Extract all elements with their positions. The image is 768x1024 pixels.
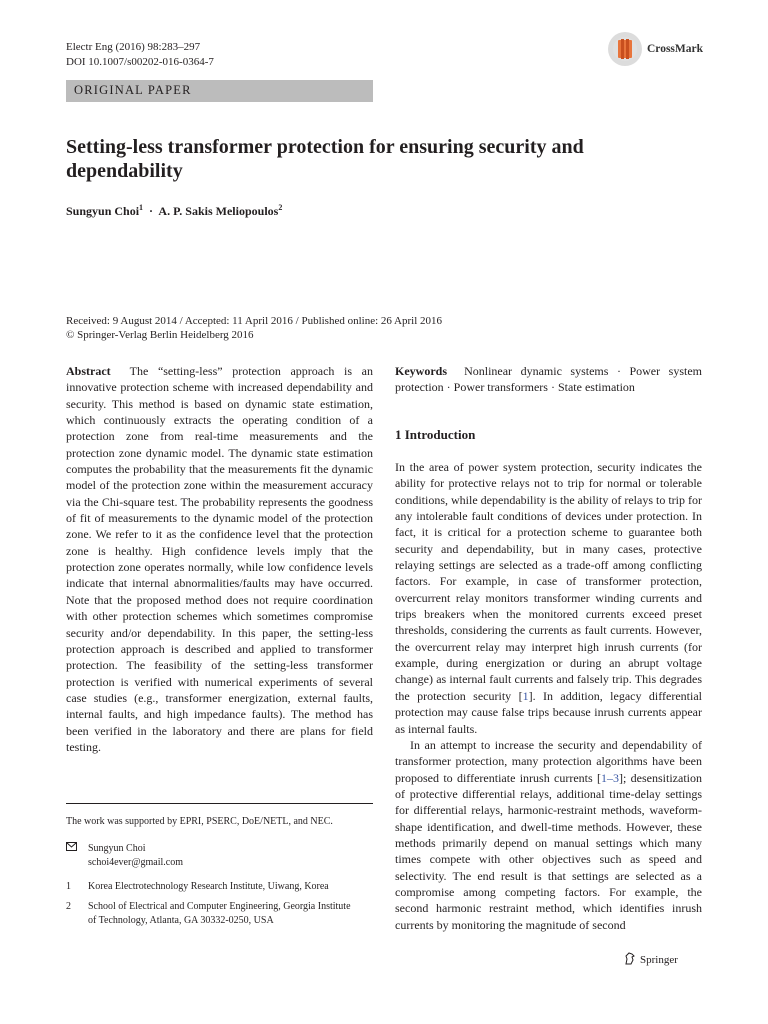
publisher-logo bbox=[624, 952, 678, 968]
author-separator: · bbox=[149, 204, 154, 218]
corresponding-author bbox=[66, 842, 373, 869]
publisher-name: Springer bbox=[640, 954, 678, 966]
intro-paragraph-2 bbox=[395, 737, 702, 933]
keywords-label: Keywords bbox=[395, 364, 447, 378]
springer-horse-icon bbox=[624, 952, 636, 968]
affiliation-number: 2 bbox=[66, 901, 71, 912]
keywords bbox=[395, 363, 702, 396]
doi[interactable]: DOI 10.1007/s00202-016-0364-7 bbox=[66, 56, 214, 68]
intro-p2-text-a: In an attempt to increase the security and dependability of transformer protection, many protection algorithms have been proposed to differentiate inrush currents [ bbox=[395, 737, 702, 785]
abstract-text: The “setting-less” protection approach is an innovative protection scheme with increased dependability and security. This method is based on dynamic state estimation, which continuously extracts the operating condition of a protection zone from real-time measurements and the protection zone dynamic model. The dynamic state estimation computes the probability that the measurements fit the dynamic model of the protection zone within the measurement accuracy via the Chi-square test. The probability represents the goodness of fit of measurements to the dynamic model of the protection zone. We refer to it as the confidence level that the protection zone is healthy. High confidence levels imply that the protection zone operates normally, while low confidence levels indicate that internal abnormalities/faults may have occurred. Note that the proposed method does not require coordination with other protection schemes which sometimes compromise security and/or dependability. In this paper, the setting-less protection approach is described and applied to transformer protection. The feasibility of the setting-less transformer protection is verified with numerical experiments of several case studies (e.g., transformer energization, external faults, internal faults, and high impedance faults). The method has been verified in the laboratory and there are plans for field testing. bbox=[66, 364, 373, 754]
keywords-text: Nonlinear dynamic systems · Power system protection · Power transformers · State estimation bbox=[395, 364, 702, 395]
intro-p1-text-a: In the area of power system protection, security indicates the ability for protective relays not to trip for normal or tolerable conditions, while dependability is the ability of relays to trip for any intolerable fault conditions of devices under protection. In fact, it is critical for a protection scheme to guarantee both security and dependability, but in many cases, protective relaying settings are selected as a trade-off among conflicting factors. For example, in case of transformer protection, overcurrent relay monitors transformer winding currents and trips breakers when the monitored currents exceed preset thresholds, considering the currents as fault currents. However, the overcurrent relay may interpret high inrush currents (for example, during energization or during an abrupt voltage change) as internal fault currents and falsely trip. This degrades the protection security [ bbox=[395, 460, 702, 703]
affiliation-text: Korea Electrotechnology Research Institute, Uiwang, Korea bbox=[88, 881, 329, 892]
crossmark-icon bbox=[608, 32, 642, 66]
publication-history bbox=[66, 314, 442, 342]
affiliation-number: 1 bbox=[66, 881, 71, 892]
author-1[interactable]: Sungyun Choi bbox=[66, 204, 140, 218]
intro-p1-text-b: ]. In addition, legacy differential protection may cause false trips because inrush currents appear as internal faults. bbox=[395, 688, 703, 736]
crossmark-badge[interactable] bbox=[608, 32, 703, 66]
author-1-affiliation-mark: 1 bbox=[139, 203, 144, 212]
introduction-body bbox=[395, 459, 702, 933]
envelope-icon bbox=[66, 842, 78, 869]
affiliation-1 bbox=[66, 880, 373, 894]
journal-citation: Electr Eng (2016) 98:283–297 bbox=[66, 41, 201, 53]
affiliation-text: School of Electrical and Computer Engineering, Georgia Institute of Technology, Atlanta, GA 30332-0250, USA bbox=[88, 901, 351, 926]
dates-line: Received: 9 August 2014 / Accepted: 11 April 2016 / Published online: 26 April 2016 bbox=[66, 315, 443, 327]
funding-note: The work was supported by EPRI, PSERC, DoE/NETL, and NEC. bbox=[66, 816, 333, 827]
abstract bbox=[66, 363, 373, 755]
paper-title: Setting-less transformer protection for ensuring security and dependability bbox=[66, 136, 584, 182]
intro-p2-text-b: ]; desensitization of protective differential relays, additional time-delay settings for differential relays, harmonic-restraint methods, waveform-shape identification, and dwell-time methods. However, these methods primarily depend on manual settings which many times compete with other objectives such as speed and selectivity. The end result is that settings are selected as a compromise among competing factors. For example, the second harmonic restraint method, which identifies inrush currents by monitoring the magnitude of second bbox=[395, 770, 702, 932]
section-heading-introduction: 1 Introduction bbox=[395, 427, 476, 442]
author-2-affiliation-mark: 2 bbox=[278, 203, 283, 212]
citation-link[interactable]: 1 bbox=[522, 688, 529, 703]
contact-email[interactable]: schoi4ever@gmail.com bbox=[88, 856, 184, 868]
contact-name: Sungyun Choi bbox=[88, 843, 146, 854]
footnote-divider bbox=[66, 803, 373, 804]
article-type: ORIGINAL PAPER bbox=[74, 83, 192, 97]
crossmark-label: CrossMark bbox=[647, 43, 704, 55]
affiliation-2 bbox=[66, 900, 356, 927]
author-list bbox=[66, 203, 282, 219]
abstract-label: Abstract bbox=[66, 364, 111, 378]
author-2[interactable]: A. P. Sakis Meliopoulos bbox=[158, 204, 279, 218]
journal-header bbox=[66, 40, 214, 70]
citation-link[interactable]: 1–3 bbox=[601, 770, 620, 785]
copyright-line: © Springer-Verlag Berlin Heidelberg 2016 bbox=[66, 329, 254, 341]
intro-paragraph-1 bbox=[395, 459, 702, 737]
